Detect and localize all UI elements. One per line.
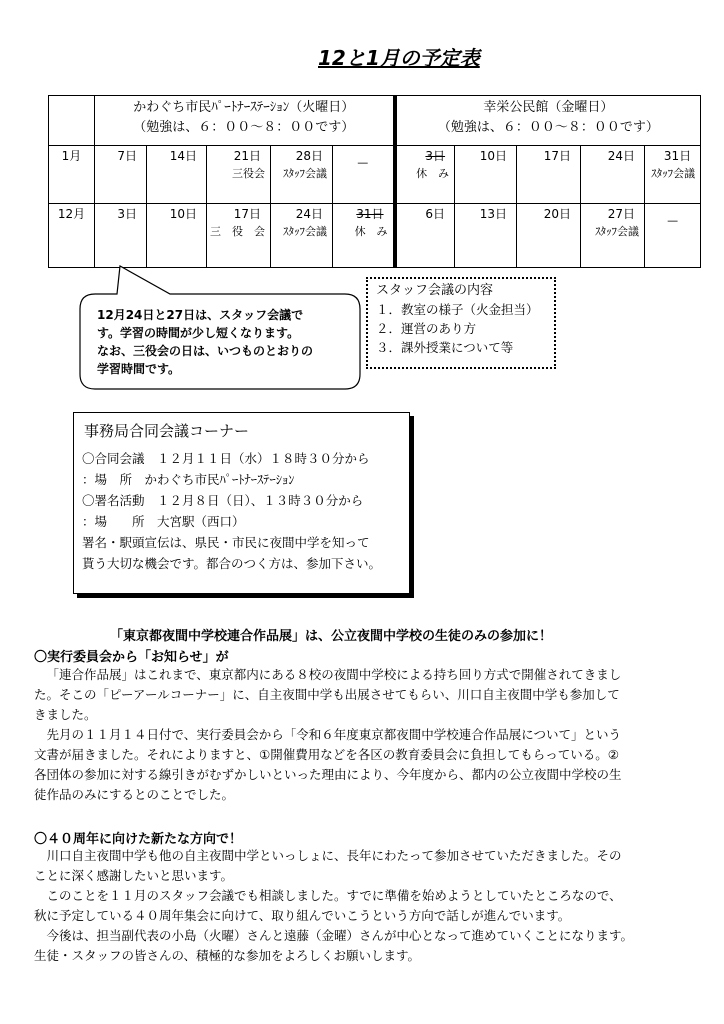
schedule-cell bbox=[333, 204, 395, 268]
article-paragraph-1 bbox=[34, 665, 694, 725]
schedule-date: 17日 bbox=[543, 149, 572, 163]
paragraph-line: きました。 bbox=[34, 707, 97, 722]
schedule-note: ｽﾀｯﾌ会議 bbox=[283, 225, 327, 238]
secretariat-line: 署名・駅頭宣伝は、県民・市民に夜間中学を知って bbox=[82, 535, 370, 550]
schedule-date: 17日 bbox=[233, 207, 261, 221]
staff-meeting-item: ２．運営のあり方 bbox=[376, 321, 477, 336]
paragraph-line: 先月の１１月１４日付で、実行委員会から「令和６年度東京都夜間中学校連合作品展について」という bbox=[46, 727, 622, 742]
schedule-cell bbox=[645, 204, 701, 268]
paragraph-line: 「連合作品展」はこれまで、東京都内にある８校の夜間中学校による持ち回り方式で開催されてきまし bbox=[46, 667, 622, 682]
left-venue-name: かわぐち市民ﾊﾟｰﾄﾅｰｽﾃｰｼｮﾝ（火曜日） bbox=[133, 100, 355, 115]
paragraph-line: このことを１１月のスタッフ会議でも相談しました。すでに準備を始めようとしていたところなので、 bbox=[46, 888, 622, 903]
paragraph-line: 秋に予定している４０周年集会に向けて、取り組んでいこうという方向で話しが進んでいます。 bbox=[34, 908, 571, 923]
schedule-note: 三役会 bbox=[232, 167, 265, 180]
schedule-date: 27日 bbox=[607, 207, 636, 221]
staff-meeting-heading: スタッフ会議の内容 bbox=[376, 283, 494, 298]
schedule-cell bbox=[517, 204, 581, 268]
month-label: 12月 bbox=[49, 204, 95, 268]
bubble-line: す。学習の時間が少し短くなります。 bbox=[97, 326, 300, 340]
article-paragraph-5 bbox=[34, 926, 694, 966]
schedule-note: ｽﾀｯﾌ会議 bbox=[651, 167, 696, 180]
schedule-cell bbox=[517, 146, 581, 204]
schedule-cell bbox=[147, 146, 207, 204]
secretariat-line: 〇署名活動 １２月８日（日）、１３時３０分から bbox=[82, 493, 364, 508]
schedule-cell bbox=[207, 146, 271, 204]
bubble-line: 12月24日と27日は、スタッフ会議で bbox=[97, 308, 304, 322]
paragraph-line: た。そこの「ピーアールコーナー」に、自主夜間中学も出展させてもらい、川口自主夜間中学も参加して bbox=[34, 687, 620, 702]
secretariat-line: 貰う大切な機会です。都合のつく方は、参加下さい。 bbox=[82, 556, 382, 571]
staff-meeting-box bbox=[366, 277, 556, 369]
schedule-cell bbox=[95, 146, 147, 204]
schedule-cell bbox=[395, 146, 455, 204]
schedule-date: 6日 bbox=[425, 207, 446, 221]
schedule-note: 三 役 会 bbox=[210, 225, 265, 238]
paragraph-line: 文書が届きました。それによりますと、①開催費用などを各区の教育委員会に負担してもらっている。② bbox=[34, 747, 619, 762]
schedule-date: 3日 bbox=[117, 207, 137, 221]
secretariat-line: ：場 所 かわぐち市民ﾊﾟｰﾄﾅｰｽﾃｰｼｮﾝ bbox=[82, 472, 295, 487]
article-paragraph-2 bbox=[34, 725, 694, 805]
paragraph-line: 生徒・スタッフの皆さんの、積極的な参加をよろしくお願いします。 bbox=[34, 948, 421, 963]
right-venue-header bbox=[395, 96, 701, 146]
paragraph-line: 各団体の参加に対する線引きがむずかしいといった理由により、今年度から、都内の公立夜間中学校の生 bbox=[34, 767, 622, 782]
schedule-cell bbox=[455, 204, 517, 268]
schedule-note: — bbox=[667, 214, 679, 227]
bubble-line: 学習時間です。 bbox=[97, 362, 181, 376]
schedule-date: 28日 bbox=[295, 149, 323, 163]
secretariat-corner bbox=[73, 412, 410, 594]
section-heading-40th: 〇４０周年に向けた新たな方向で！ bbox=[34, 832, 243, 847]
schedule-date: 21日 bbox=[233, 149, 261, 163]
page-title: 12と1月の予定表 bbox=[318, 46, 480, 70]
paragraph-line: 川口自主夜間中学も他の自主夜間中学といっしょに、長年にわたって参加させていただきました。その bbox=[46, 848, 622, 863]
schedule-cell bbox=[147, 204, 207, 268]
staff-meeting-item: ３．課外授業について等 bbox=[376, 340, 514, 355]
schedule-date: 20日 bbox=[543, 207, 572, 221]
paragraph-line: ことに深く感謝したいと思います。 bbox=[34, 868, 234, 883]
secretariat-heading: 事務局合同会議コーナー bbox=[84, 422, 250, 440]
schedule-note: 休 み bbox=[354, 225, 388, 238]
schedule-date: 3日 bbox=[425, 149, 446, 163]
schedule-date: 13日 bbox=[479, 207, 508, 221]
schedule-cell bbox=[581, 146, 645, 204]
section-heading-notice: 〇実行委員会から「お知らせ」が bbox=[34, 650, 229, 665]
article-headline: 「東京都夜間中学校連合作品展」は、公立夜間中学校の生徒のみの参加に！ bbox=[110, 629, 553, 644]
right-venue-hours: （勉強は、６：００〜８：００です） bbox=[437, 120, 659, 135]
schedule-date: 31日 bbox=[356, 207, 384, 221]
schedule-note: ｽﾀｯﾌ会議 bbox=[283, 167, 327, 180]
schedule-date: 24日 bbox=[295, 207, 323, 221]
schedule-cell bbox=[271, 146, 333, 204]
paragraph-line: 今後は、担当副代表の小島（火曜）さんと遠藤（金曜）さんが中心となって進めていくことになります。 bbox=[46, 928, 634, 943]
schedule-cell bbox=[95, 204, 147, 268]
secretariat-line: 〇合同会議 １２月１１日（水）１８時３０分から bbox=[82, 451, 370, 466]
paragraph-line: 徒作品のみにするとのことでした。 bbox=[34, 787, 235, 802]
secretariat-line: ：場 所 大宮駅（西口） bbox=[82, 514, 245, 529]
right-venue-name: 幸栄公民館（金曜日） bbox=[483, 100, 614, 115]
bubble-line: なお、三役会の日は、いつものとおりの bbox=[97, 344, 314, 358]
left-venue-header bbox=[95, 96, 395, 146]
article-paragraph-3 bbox=[34, 846, 694, 886]
schedule-date: 10日 bbox=[479, 149, 508, 163]
schedule-cell bbox=[581, 204, 645, 268]
schedule-note: — bbox=[357, 156, 369, 169]
schedule-note: 休 み bbox=[416, 167, 450, 180]
schedule-date: 7日 bbox=[117, 149, 137, 163]
schedule-cell bbox=[645, 146, 701, 204]
article-paragraph-4 bbox=[34, 886, 694, 926]
schedule-cell bbox=[395, 204, 455, 268]
schedule-date: 31日 bbox=[663, 149, 692, 163]
left-venue-hours: （勉強は、６：００〜８：００です） bbox=[133, 120, 355, 135]
schedule-date: 24日 bbox=[607, 149, 636, 163]
schedule-date: 10日 bbox=[169, 207, 197, 221]
schedule-table bbox=[48, 95, 701, 268]
schedule-cell bbox=[455, 146, 517, 204]
staff-meeting-item: １．教室の様子（火金担当） bbox=[376, 302, 539, 317]
month-label: 1月 bbox=[49, 146, 95, 204]
schedule-note: ｽﾀｯﾌ会議 bbox=[595, 225, 640, 238]
header-blank bbox=[49, 96, 95, 146]
schedule-cell bbox=[333, 146, 395, 204]
bubble-text bbox=[97, 306, 357, 378]
schedule-cell bbox=[271, 204, 333, 268]
schedule-cell bbox=[207, 204, 271, 268]
schedule-date: 14日 bbox=[169, 149, 197, 163]
